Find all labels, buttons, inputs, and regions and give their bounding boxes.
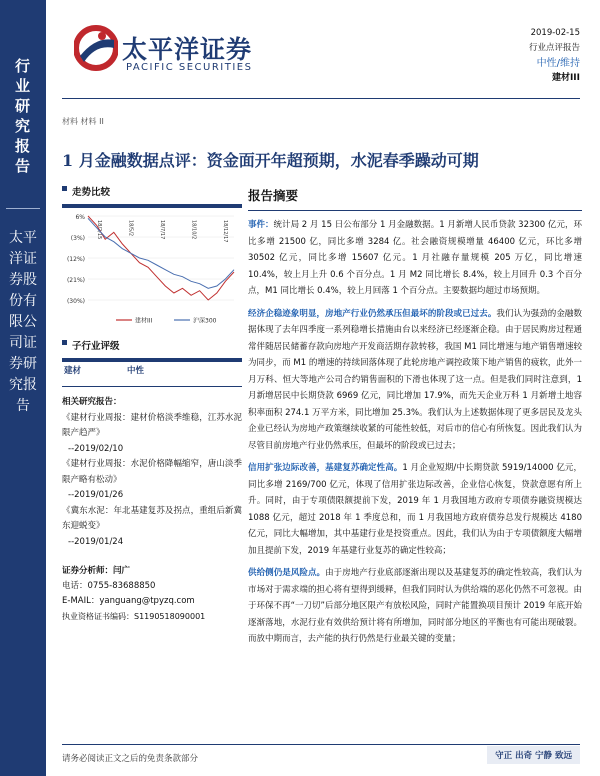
footer-rule [62, 744, 580, 745]
trend-chart-svg [62, 208, 242, 332]
paragraph-text: 1 月企业短期/中长期贷款 5919/14000 亿元，同比多增 2169/700 亿元，体现了信用扩张边际改善，企业信心恢复，贷款意愿有所上升。同时，由于专项债限额提前下发，2019 年 1 月我国地方政府专项债券融资规模达 1088 亿元，超过 2018 年 1 季度总和，而 1 月我国地方政府债券总发行规模达 4180 亿元，同比大幅增加，其中基建行业是投资重点。因此，我们认为由于专项债额度大幅增加且提前下发，2019 年基建行业复苏的确定性较高； [248, 463, 582, 556]
sidebar [0, 0, 46, 776]
breadcrumb: 材料 材料 II [62, 117, 104, 126]
paragraph-text: 统计局 2 月 15 日公布部分 1 月金融数据。1 月新增人民币贷款 32300 亿元，环比多增 21500 亿，同比多增 3284 亿。社会融资规模增量 46400 亿元，环比多增 30502 亿元，同比多增 15607 亿元。1 月社融存量规模 205 万亿，同比增速 10.4%，较上月上升 0.6 个百分点。1 月 M2 同比增长 8.4%，较上月回升 0.3 个百分点，M1 同比增长 0.4%，较上月回落 1 个百分点。主要数据均超过市场预期。 [248, 220, 582, 296]
related-item[interactable]: 《冀东水泥：年北基建复苏及拐点，重组后新冀东迎蜕变》 [62, 505, 242, 531]
analyst-email[interactable]: E-MAIL：yanguang@tpyzq.com [62, 596, 195, 606]
x-tick-label: 18/12/17 [222, 220, 228, 243]
paragraph-keyword: 事件： [248, 220, 274, 230]
analyst-license: 执业资格证书编码：S1190518090001 [62, 612, 206, 621]
analyst-heading: 证券分析师：闫广 [62, 566, 131, 576]
related-heading: 相关研究报告： [62, 397, 122, 407]
related-item[interactable]: 《建材行业周报：水泥价格降幅缩窄，唐山淡季限产略有松动》 [62, 459, 242, 485]
related-date: --2019/01/26 [68, 490, 124, 500]
brand-name: 太平洋证券 [122, 35, 253, 64]
analyst-info [62, 564, 242, 624]
y-tick-label: (3%) [70, 235, 85, 242]
summary-paragraph [248, 306, 582, 455]
related-date: --2019/01/24 [68, 536, 124, 547]
paragraph-keyword: 供给侧仍是风险点。 [248, 568, 326, 578]
y-tick-label: 6% [75, 214, 85, 221]
sub-rating-industry: 建材 [64, 366, 82, 376]
y-tick-label: (21%) [66, 277, 85, 284]
paragraph-text: 我们认为强劲的金融数据体现了去年四季度一系列稳增长措施由台以来经济已经逐渐企稳。由于居民购房过程通常伴随居民储蓄存款向房地产开发商活期存款转移，我国 M1 同比增速与地产销售增速较为同步，而 M1 的增速的持续回落体现了此轮房地产调控政策下地产销售的疲软，此外一月万科、恒大等地产公司合约销售面积的下滑也体现了这一点。但是我们同时注意到，1 月新增居民中长期贷款 6969 亿元，同比增加 17.9%，而先天企业万科 1 月新增土地容积率面积 274.1 万平方米，同比增加 25.3%。我们认为上述数据体现了更多居民及龙头企业已经认为房地产政策继续收紧的可能性较低，对后市的信心有所恢复。因此我们认为尽管目前房地产行业仍然承压，但最坏的阶段或已过去； [248, 308, 582, 451]
page-title: 1 月金融数据点评：资金面开年超预期，水泥春季躁动可期 [62, 151, 479, 170]
report-meta [529, 26, 580, 86]
sidebar-divider [6, 208, 40, 209]
trend-chart [62, 208, 242, 332]
report-date: 2019-02-15 [530, 28, 580, 38]
related-reports [62, 395, 242, 550]
paragraph-keyword: 经济企稳迹象明显，房地产行业仍然承压但最坏的阶段或已过去。 [248, 308, 497, 319]
report-rating: 中性/维持 [536, 58, 580, 69]
footer-disclaimer: 请务必阅读正文之后的免责条款部分 [62, 754, 199, 764]
sub-rating-value: 中性 [127, 366, 145, 376]
x-tick-label: 18/7/17 [159, 220, 165, 240]
header-rule [62, 98, 580, 99]
x-tick-label: 18/2/15 [96, 220, 102, 240]
related-item[interactable]: 《建材行业周报：建材价格淡季维稳，江苏水泥限产趋严》 [62, 412, 242, 438]
report-industry: 建材III [551, 73, 580, 83]
trend-heading: 走势比较 [62, 178, 242, 204]
y-tick-label: (12%) [66, 256, 85, 263]
pacific-logo-icon [74, 22, 118, 74]
analyst-phone: 电话：0755-83688850 [62, 581, 156, 591]
x-tick-label: 18/5/2 [127, 220, 134, 237]
sub-rating-heading: 子行业评级 [62, 332, 242, 358]
brand-name-en: PACIFIC SECURITIES [126, 62, 253, 73]
x-tick-label: 18/10/2 [190, 220, 197, 240]
sidebar-report-title: 行业研究报告 [14, 57, 31, 175]
legend-label: 沪深300 [193, 317, 217, 325]
sub-rating-row [62, 362, 242, 387]
footer-motto: 守正 出奇 宁静 致远 [487, 746, 580, 764]
legend-label: 建材III [135, 317, 153, 325]
report-type: 行业点评报告 [528, 43, 580, 53]
summary-paragraph [248, 217, 582, 300]
paragraph-keyword: 信用扩张边际改善，基建复苏确定性高。 [248, 463, 403, 473]
paragraph-text: 由于房地产行业底部逐渐出现以及基建复苏的确定性较高，我们认为市场对于需求端的担心将有望得到缓释，但我们同时认为供给端的恶化仍然不可忽视。由于环保不再“一刀切”后部分地区限产有放松风险，同时产能置换项目预计 2019 年底开始逐渐落地，水泥行业有效供给预计将有所增加，同时部分地区的平衡也有可能出现破裂。而放中期而言，去产能的执行仍然是行业最关键的变量； [248, 568, 582, 644]
sidebar-org-name: 太平洋证券股份有限公司证券研究报告 [9, 230, 37, 414]
y-tick-label: (30%) [66, 298, 85, 305]
summary-paragraph [248, 565, 582, 648]
summary-paragraph [248, 460, 582, 559]
summary-column [248, 186, 582, 648]
related-date: --2019/02/10 [68, 443, 124, 454]
summary-heading: 报告摘要 [248, 186, 582, 211]
left-column [62, 178, 242, 624]
